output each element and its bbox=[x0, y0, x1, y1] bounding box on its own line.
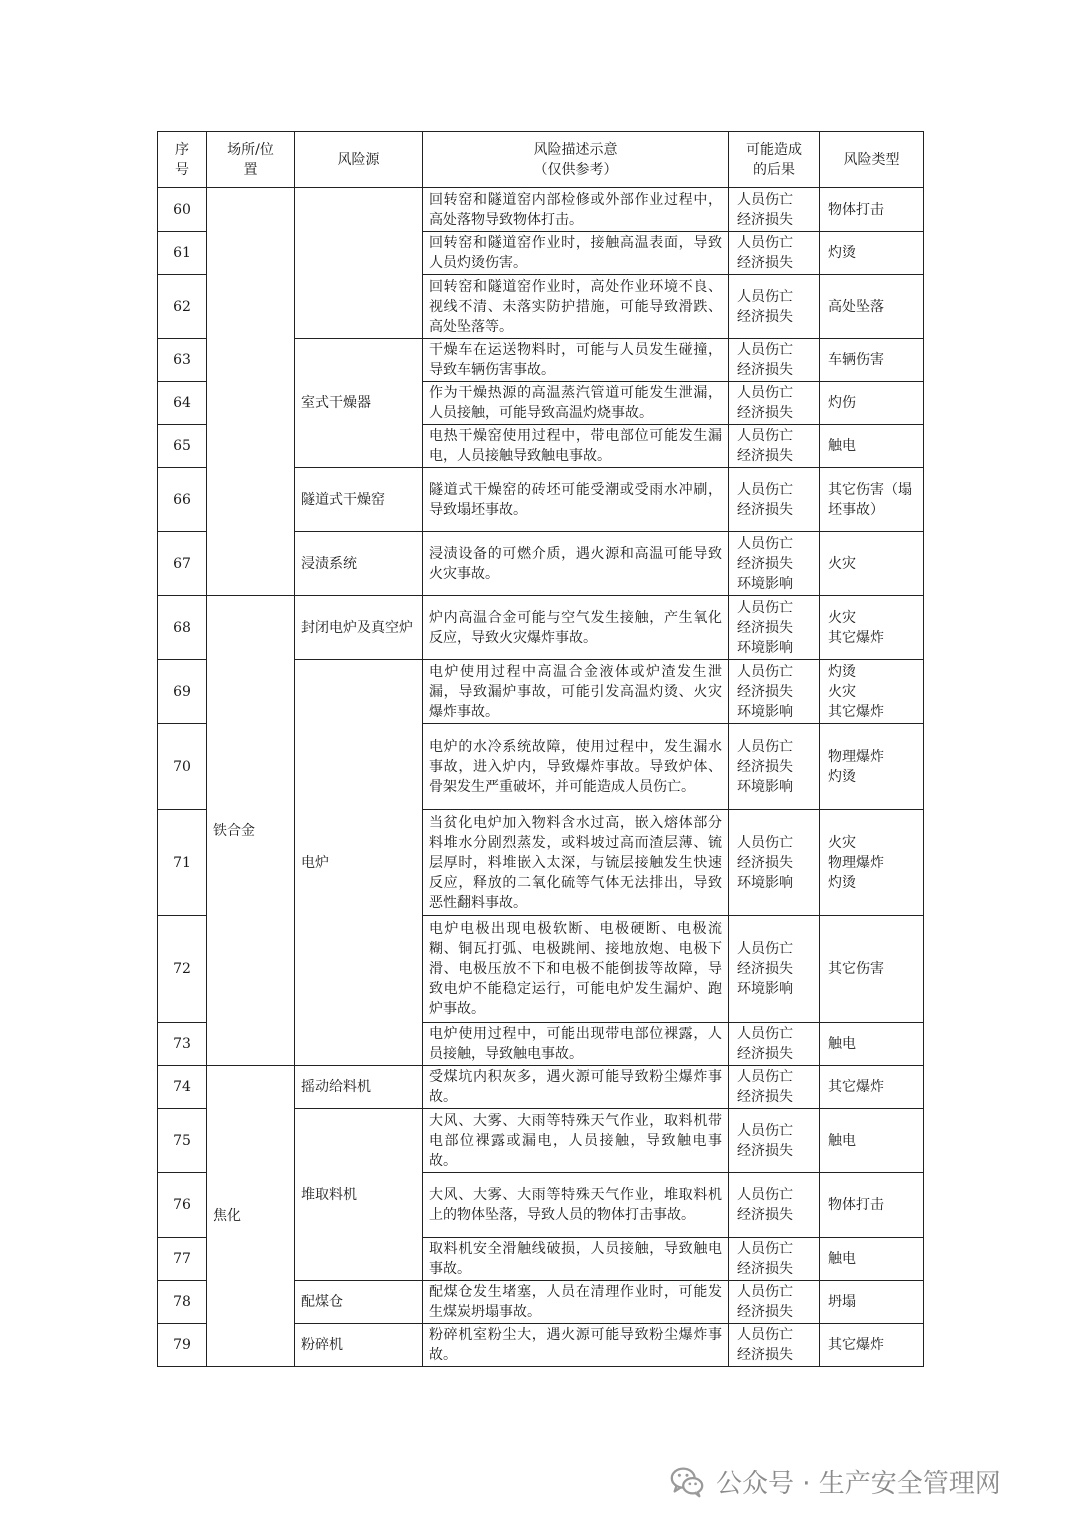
row-consequence: 人员伤亡 经济损失 bbox=[729, 188, 820, 232]
source-cell: 浸渍系统 bbox=[295, 532, 423, 596]
row-type: 物理爆炸 灼烫 bbox=[820, 724, 924, 810]
watermark-text: 公众号 · 生产安全管理网 bbox=[716, 1468, 1001, 1499]
row-no: 77 bbox=[158, 1238, 207, 1281]
row-type: 触电 bbox=[820, 1023, 924, 1066]
row-no: 63 bbox=[158, 339, 207, 382]
header-consequence: 可能造成 的后果 bbox=[729, 132, 820, 188]
source-cell: 隧道式干燥窑 bbox=[295, 468, 423, 532]
row-description: 电炉使用过程中高温合金液体或炉渣发生泄漏，导致漏炉事故，可能引发高温灼烫、火灾爆炸事故。 bbox=[423, 660, 729, 724]
row-no: 62 bbox=[158, 275, 207, 339]
watermark bbox=[668, 1462, 1001, 1500]
row-type: 灼伤 bbox=[820, 382, 924, 425]
row-description: 电炉电极出现电极软断、电极硬断、电极流糊、铜瓦打弧、电极跳闸、接地放炮、电极下滑、电极压放不下和电极不能倒拔等故障，导致电炉不能稳定运行，可能电炉发生漏炉、跑炉事故。 bbox=[423, 916, 729, 1023]
source-cell: 配煤仓 bbox=[295, 1281, 423, 1324]
header-location: 场所/位 置 bbox=[207, 132, 295, 188]
header-no: 序 号 bbox=[158, 132, 207, 188]
location-cell: 铁合金 bbox=[207, 596, 295, 1066]
row-no: 65 bbox=[158, 425, 207, 468]
row-description: 大风、大雾、大雨等特殊天气作业，堆取料机上的物体坠落，导致人员的物体打击事故。 bbox=[423, 1173, 729, 1238]
risk-table bbox=[157, 131, 924, 1367]
row-description: 浸渍设备的可燃介质，遇火源和高温可能导致火灾事故。 bbox=[423, 532, 729, 596]
row-description: 隧道式干燥窑的砖坯可能受潮或受雨水冲刷，导致塌坯事故。 bbox=[423, 468, 729, 532]
source-cell: 室式干燥器 bbox=[295, 339, 423, 468]
row-type: 车辆伤害 bbox=[820, 339, 924, 382]
row-no: 71 bbox=[158, 810, 207, 916]
row-no: 61 bbox=[158, 232, 207, 275]
row-no: 69 bbox=[158, 660, 207, 724]
location-cell: 焦化 bbox=[207, 1066, 295, 1367]
row-no: 64 bbox=[158, 382, 207, 425]
row-description: 回转窑和隧道窑作业时，接触高温表面，导致人员灼烫伤害。 bbox=[423, 232, 729, 275]
row-consequence: 人员伤亡 经济损失 bbox=[729, 1281, 820, 1324]
row-no: 74 bbox=[158, 1066, 207, 1109]
row-type: 物体打击 bbox=[820, 1173, 924, 1238]
row-consequence: 人员伤亡 经济损失 bbox=[729, 339, 820, 382]
wechat-icon bbox=[668, 1462, 706, 1500]
source-cell: 封闭电炉及真空炉 bbox=[295, 596, 423, 660]
row-description: 粉碎机室粉尘大，遇火源可能导致粉尘爆炸事故。 bbox=[423, 1324, 729, 1367]
row-type: 其它爆炸 bbox=[820, 1066, 924, 1109]
row-description: 回转窑和隧道窑作业时，高处作业环境不良、视线不清、未落实防护措施，可能导致滑跌、高处坠落等。 bbox=[423, 275, 729, 339]
row-consequence: 人员伤亡 经济损失 环境影响 bbox=[729, 916, 820, 1023]
row-description: 当贫化电炉加入物料含水过高，嵌入熔体部分料堆水分剧烈蒸发，或料坡过高而渣层薄、锍层厚时，料堆嵌入太深，与锍层接触发生快速反应，释放的二氧化硫等气体无法排出，导致恶性翻料事故。 bbox=[423, 810, 729, 916]
source-cell-empty bbox=[295, 188, 423, 339]
row-description: 电热干燥窑使用过程中，带电部位可能发生漏电，人员接触导致触电事故。 bbox=[423, 425, 729, 468]
row-description: 配煤仓发生堵塞，人员在清理作业时，可能发生煤炭坍塌事故。 bbox=[423, 1281, 729, 1324]
row-type: 高处坠落 bbox=[820, 275, 924, 339]
row-no: 70 bbox=[158, 724, 207, 810]
source-cell: 摇动给料机 bbox=[295, 1066, 423, 1109]
row-no: 75 bbox=[158, 1109, 207, 1173]
row-consequence: 人员伤亡 经济损失 bbox=[729, 382, 820, 425]
row-description: 取料机安全滑触线破损，人员接触，导致触电事故。 bbox=[423, 1238, 729, 1281]
row-no: 79 bbox=[158, 1324, 207, 1367]
row-type: 触电 bbox=[820, 425, 924, 468]
source-cell: 电炉 bbox=[295, 660, 423, 1066]
row-no: 76 bbox=[158, 1173, 207, 1238]
row-no: 66 bbox=[158, 468, 207, 532]
row-consequence: 人员伤亡 经济损失 bbox=[729, 1023, 820, 1066]
row-description: 干燥车在运送物料时，可能与人员发生碰撞，导致车辆伤害事故。 bbox=[423, 339, 729, 382]
row-consequence: 人员伤亡 经济损失 bbox=[729, 275, 820, 339]
row-type: 灼烫 bbox=[820, 232, 924, 275]
row-type: 灼烫 火灾 其它爆炸 bbox=[820, 660, 924, 724]
row-no: 78 bbox=[158, 1281, 207, 1324]
row-consequence: 人员伤亡 经济损失 环境影响 bbox=[729, 724, 820, 810]
header-description: 风险描述示意 （仅供参考） bbox=[423, 132, 729, 188]
row-type: 触电 bbox=[820, 1238, 924, 1281]
row-consequence: 人员伤亡 经济损失 bbox=[729, 1109, 820, 1173]
row-consequence: 人员伤亡 经济损失 bbox=[729, 232, 820, 275]
row-type: 物体打击 bbox=[820, 188, 924, 232]
header-source: 风险源 bbox=[295, 132, 423, 188]
row-consequence: 人员伤亡 经济损失 环境影响 bbox=[729, 596, 820, 660]
row-no: 72 bbox=[158, 916, 207, 1023]
row-type: 火灾 物理爆炸 灼烫 bbox=[820, 810, 924, 916]
row-description: 电炉使用过程中，可能出现带电部位裸露，人员接触，导致触电事故。 bbox=[423, 1023, 729, 1066]
row-type: 其它伤害（塌坯事故） bbox=[820, 468, 924, 532]
row-type: 触电 bbox=[820, 1109, 924, 1173]
row-consequence: 人员伤亡 经济损失 bbox=[729, 1066, 820, 1109]
row-no: 67 bbox=[158, 532, 207, 596]
source-cell: 粉碎机 bbox=[295, 1324, 423, 1367]
row-description: 大风、大雾、大雨等特殊天气作业，取料机带电部位裸露或漏电，人员接触，导致触电事故。 bbox=[423, 1109, 729, 1173]
row-consequence: 人员伤亡 经济损失 环境影响 bbox=[729, 660, 820, 724]
table-row bbox=[158, 596, 924, 660]
row-no: 68 bbox=[158, 596, 207, 660]
row-consequence: 人员伤亡 经济损失 bbox=[729, 425, 820, 468]
row-consequence: 人员伤亡 经济损失 环境影响 bbox=[729, 532, 820, 596]
row-consequence: 人员伤亡 经济损失 bbox=[729, 1173, 820, 1238]
row-description: 作为干燥热源的高温蒸汽管道可能发生泄漏，人员接触，可能导致高温灼烧事故。 bbox=[423, 382, 729, 425]
row-consequence: 人员伤亡 经济损失 bbox=[729, 1238, 820, 1281]
row-type: 火灾 其它爆炸 bbox=[820, 596, 924, 660]
row-consequence: 人员伤亡 经济损失 bbox=[729, 468, 820, 532]
row-type: 其它伤害 bbox=[820, 916, 924, 1023]
header-row bbox=[158, 132, 924, 188]
row-type: 坍塌 bbox=[820, 1281, 924, 1324]
row-consequence: 人员伤亡 经济损失 bbox=[729, 1324, 820, 1367]
row-description: 受煤坑内积灰多，遇火源可能导致粉尘爆炸事故。 bbox=[423, 1066, 729, 1109]
source-cell: 堆取料机 bbox=[295, 1109, 423, 1281]
table-row bbox=[158, 188, 924, 232]
row-description: 回转窑和隧道窑内部检修或外部作业过程中，高处落物导致物体打击。 bbox=[423, 188, 729, 232]
row-consequence: 人员伤亡 经济损失 环境影响 bbox=[729, 810, 820, 916]
table-row bbox=[158, 1066, 924, 1109]
row-type: 火灾 bbox=[820, 532, 924, 596]
row-no: 73 bbox=[158, 1023, 207, 1066]
row-type: 其它爆炸 bbox=[820, 1324, 924, 1367]
row-description: 电炉的水冷系统故障，使用过程中，发生漏水事故，进入炉内，导致爆炸事故。导致炉体、骨架发生严重破坏，并可能造成人员伤亡。 bbox=[423, 724, 729, 810]
location-cell-empty bbox=[207, 188, 295, 596]
row-description: 炉内高温合金可能与空气发生接触，产生氧化反应，导致火灾爆炸事故。 bbox=[423, 596, 729, 660]
header-type: 风险类型 bbox=[820, 132, 924, 188]
row-no: 60 bbox=[158, 188, 207, 232]
